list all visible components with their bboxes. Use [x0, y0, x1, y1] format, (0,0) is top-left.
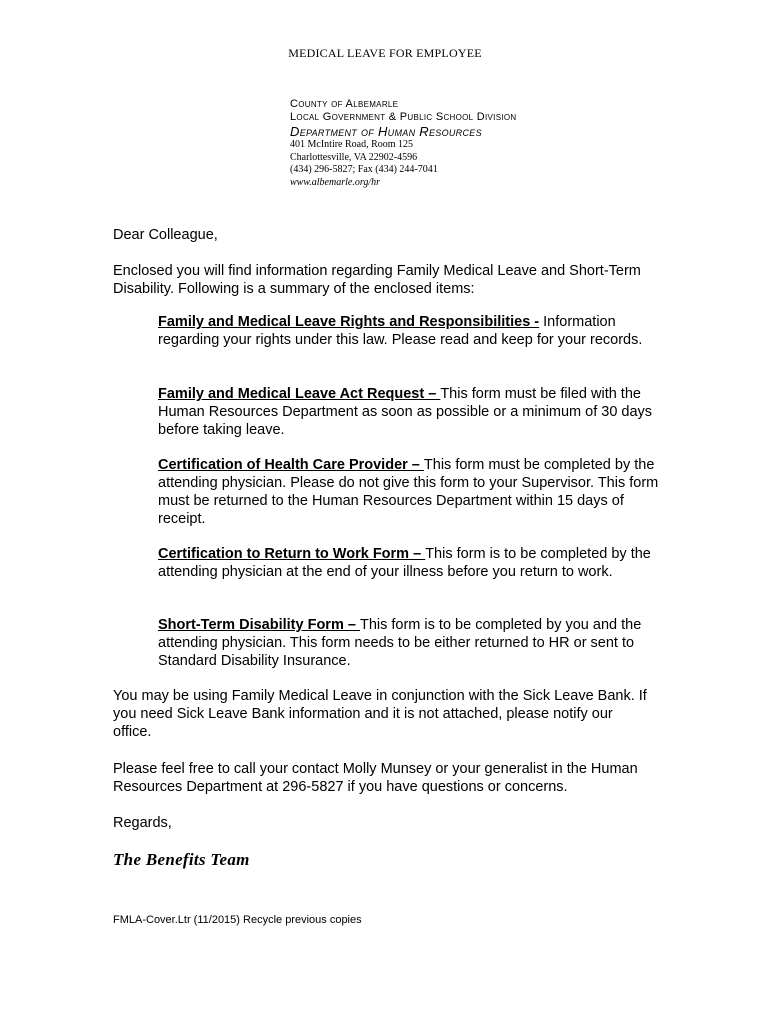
page-title: MEDICAL LEAVE FOR EMPLOYEE [288, 46, 482, 60]
item-fmla-rights [158, 313, 663, 349]
letterhead [290, 98, 630, 189]
item-title: Certification of Health Care Provider – [158, 457, 424, 473]
contact-paragraph: Please feel free to call your contact Molly Munsey or your generalist in the Human Resources Department at 296-5827 if you have questions or concerns. [113, 761, 638, 795]
item-title: Family and Medical Leave Rights and Responsibilities - [158, 314, 540, 330]
intro-paragraph: Enclosed you will find information regarding Family Medical Leave and Short-Term Disability. Following is a summary of the enclosed items: [113, 263, 641, 297]
item-short-term-disability [158, 616, 663, 670]
phone-fax: (434) 296-5827; Fax (434) 244-7041 [290, 164, 438, 175]
address-line-2: Charlottesville, VA 22902-4596 [290, 151, 418, 163]
item-description: This form is to be completed by you and the attending physician. This form needs to be either returned to HR or sent to Standard Disability Insurance. [158, 617, 642, 669]
item-fmla-request [158, 385, 663, 439]
website: www.albemarle.org/hr [290, 176, 381, 188]
item-title: Short-Term Disability Form – [158, 617, 360, 633]
division-name: Local Government & Public School Division [290, 111, 517, 123]
sick-leave-paragraph: You may be using Family Medical Leave in conjunction with the Sick Leave Bank. If you need Sick Leave Bank information and it is not attached, please notify our office. [113, 688, 647, 740]
item-title: Certification to Return to Work Form – [158, 546, 426, 562]
address-line-1: 401 McIntire Road, Room 125 [290, 139, 414, 150]
item-title: Family and Medical Leave Act Request – [158, 386, 441, 402]
closing: Regards, [113, 815, 172, 831]
item-description: This form is to be completed by the attending physician at the end of your illness before you return to work. [158, 546, 651, 580]
item-health-care-certification [158, 456, 663, 528]
department-name: Department of Human Resources [290, 124, 482, 139]
item-return-to-work [158, 545, 663, 581]
salutation: Dear Colleague, [113, 227, 218, 243]
item-description: This form must be completed by the attending physician. Please do not give this form to your Supervisor. This form must be returned to the Human Resources Department within 15 days of receipt. [158, 457, 659, 527]
signature: The Benefits Team [113, 850, 250, 869]
item-description: Information regarding your rights under this law. Please read and keep for your records. [158, 314, 643, 348]
footer-text: FMLA-Cover.Ltr (11/2015) Recycle previous copies [113, 914, 362, 926]
county-name: County of Albemarle [290, 98, 399, 110]
item-description: This form must be filed with the Human Resources Department as soon as possible or a minimum of 30 days before taking leave. [158, 386, 653, 438]
